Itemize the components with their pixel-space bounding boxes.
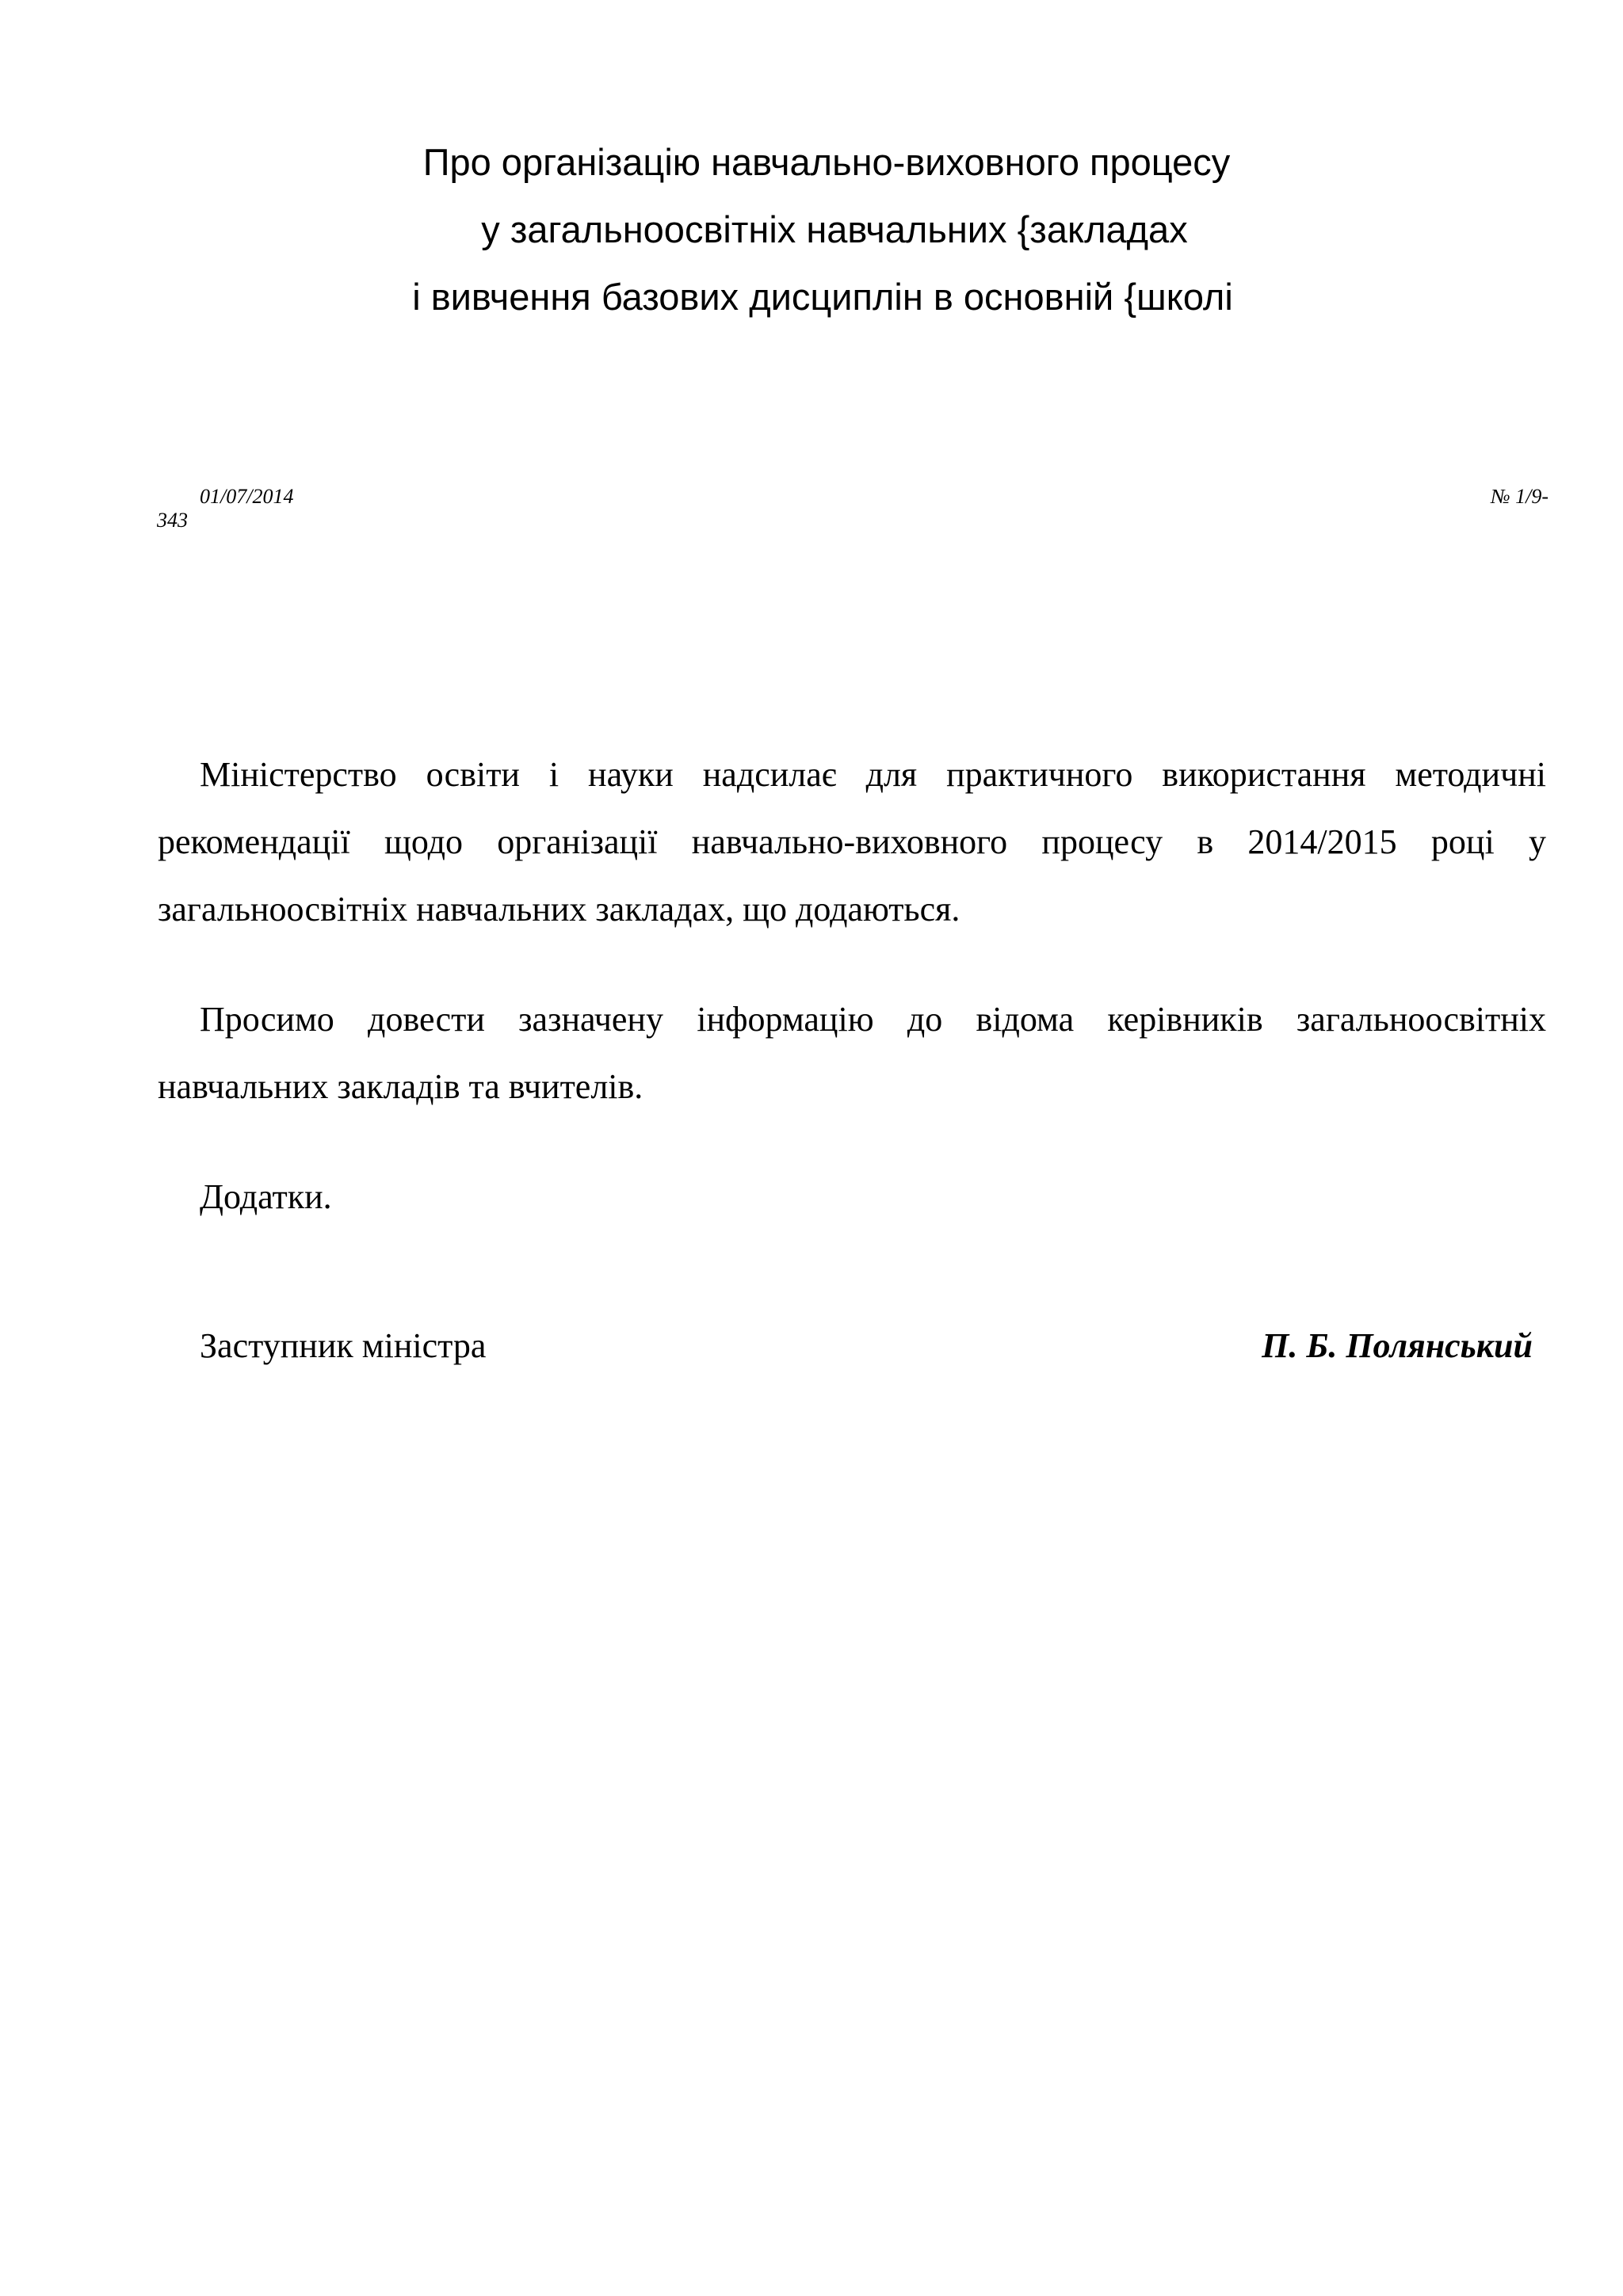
signatory-position: Заступник міністра [200, 1326, 487, 1365]
body-paragraph-3: Додатки. [200, 1177, 332, 1216]
document-number: № 1/9- [1491, 485, 1549, 508]
body-paragraph-2: Просимо довести зазначену інформацію до відома керівників загальноосвітніх навчальних закладів та вчителів. [158, 1000, 1546, 1106]
title-line-1: Про організацію навчально-виховного процесу [422, 141, 1231, 183]
document-number-continuation: 343 [157, 509, 188, 532]
document-title [0, 128, 1623, 330]
signature-block [200, 1322, 1533, 1370]
signatory-name: П. Б. Полянський [1262, 1326, 1533, 1365]
document-date: 01/07/2014 [200, 485, 294, 508]
title-line-2: у загальноосвітніх навчальних {закладах [481, 208, 1188, 250]
title-line-3: і вивчення базових дисциплін в основній {школі [412, 276, 1233, 318]
body-paragraph-1: Міністерство освіти і науки надсилає для практичного використання методичні рекомендації щодо організації навчально-виховного процесу в 2014/2015 році у загальноосвітніх навчальних закладах, що додаються. [158, 755, 1546, 929]
document-body [158, 741, 1546, 1273]
